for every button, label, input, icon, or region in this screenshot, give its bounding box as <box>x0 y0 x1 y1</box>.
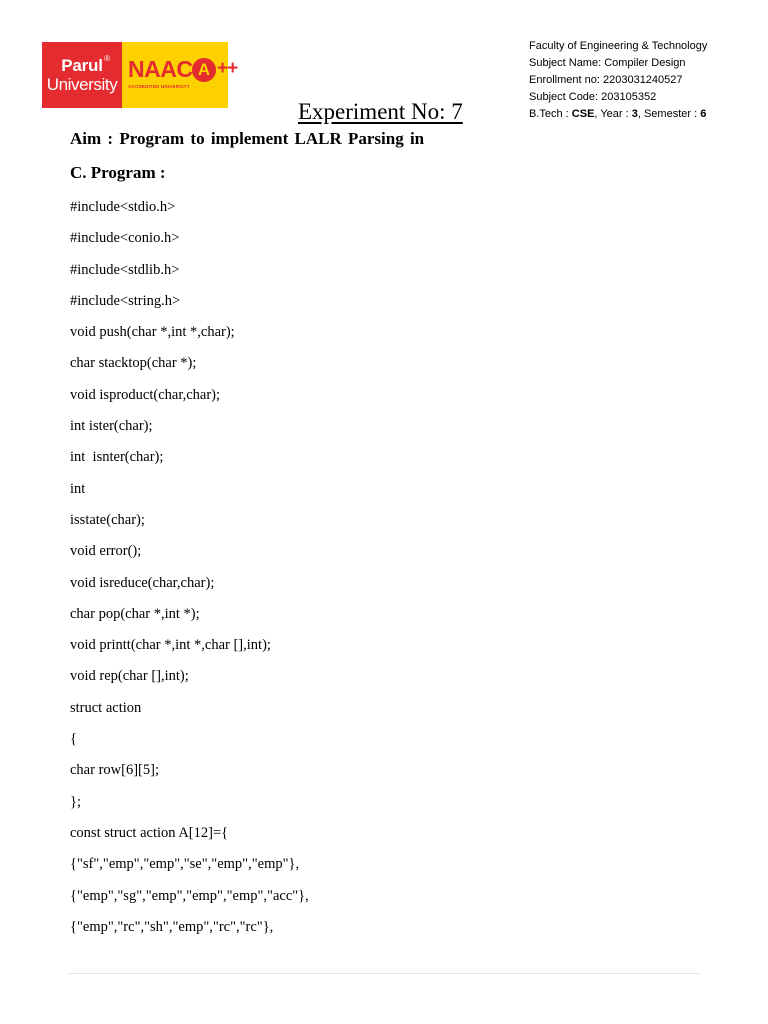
header-info <box>529 38 707 123</box>
code-line: #include<stdio.h> <box>70 199 176 215</box>
code-line: int ister(char); <box>70 418 153 435</box>
footer-divider <box>68 973 700 974</box>
naac-logo-block <box>122 42 238 108</box>
year-label: , Year : <box>594 108 632 120</box>
course-line <box>529 106 707 123</box>
code-line: {"sf","emp","emp","se","emp","emp"}, <box>70 856 300 873</box>
logo-brand-text: Parul <box>61 56 103 75</box>
semester-value: 6 <box>700 108 707 120</box>
parul-logo-block <box>42 42 122 108</box>
code-line: void isreduce(char,char); <box>70 574 215 591</box>
enrollment-line: Enrollment no: 2203031240527 <box>529 74 683 86</box>
btech-label: B.Tech : <box>529 108 572 120</box>
naac-text: NAAC <box>128 56 193 82</box>
code-line: struct action <box>70 699 142 716</box>
code-line: void rep(char [],int); <box>70 668 189 685</box>
code-line: char row[6][5]; <box>70 762 159 779</box>
branch-value: CSE <box>571 108 595 120</box>
naac-grade-badge: A <box>192 58 216 82</box>
code-line: #include<string.h> <box>70 292 181 309</box>
code-line: {"emp","sg","emp","emp","emp","acc"}, <box>70 887 309 904</box>
naac-tagline: ACCREDITED UNIVERSITY <box>128 84 190 89</box>
code-listing <box>70 197 309 948</box>
code-line: int isnter(char); <box>70 449 164 466</box>
faculty-line: Faculty of Engineering & Technology <box>529 40 708 52</box>
code-line: void push(char *,int *,char); <box>70 324 235 341</box>
code-line: isstate(char); <box>70 511 145 528</box>
code-line: {"emp","rc","sh","emp","rc","rc"}, <box>70 918 274 935</box>
code-line: #include<conio.h> <box>70 230 180 247</box>
subject-name-line: Subject Name: Compiler Design <box>529 57 686 69</box>
logo-sub: University <box>46 75 118 94</box>
code-line: }; <box>70 793 81 810</box>
code-line: int <box>70 480 86 497</box>
registered-mark: ® <box>104 54 110 63</box>
program-heading: C. Program : <box>70 163 166 182</box>
code-line: void error(); <box>70 543 142 560</box>
subject-code-line: Subject Code: 203105352 <box>529 91 657 103</box>
code-line: char pop(char *,int *); <box>70 605 200 622</box>
experiment-title: Experiment No: 7 <box>298 99 463 124</box>
university-logo <box>42 42 238 108</box>
code-line: #include<stdlib.h> <box>70 261 180 278</box>
naac-plus: ++ <box>217 58 238 79</box>
code-line: const struct action A[12]={ <box>70 824 229 841</box>
code-line: { <box>70 731 77 748</box>
code-line: void isproduct(char,char); <box>70 386 220 403</box>
code-line: void printt(char *,int *,char [],int); <box>70 637 271 654</box>
code-line: char stacktop(char *); <box>70 355 197 372</box>
semester-label: , Semester : <box>637 108 701 120</box>
logo-brand <box>61 54 110 75</box>
aim-line: Aim : Program to implement LALR Parsing in <box>70 129 425 148</box>
year-value: 3 <box>631 108 638 120</box>
